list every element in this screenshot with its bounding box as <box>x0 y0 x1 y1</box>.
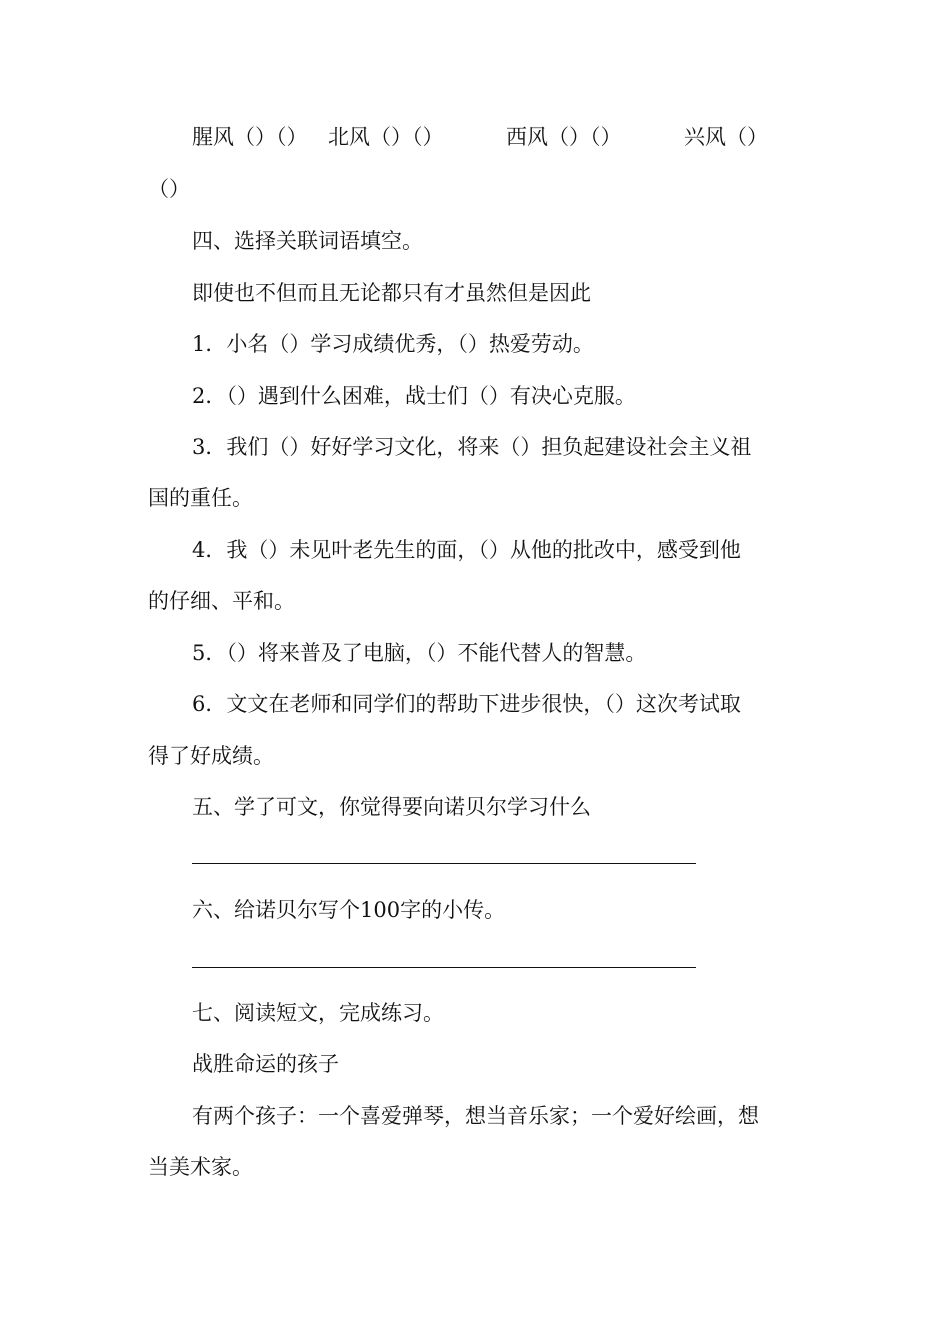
wind-row-wrap: （） <box>148 177 190 201</box>
question-6-line1: 6．文文在老师和同学们的帮助下进步很快，（）这次考试取 <box>192 692 741 716</box>
word-bank: 即使也不但而且无论都只有才虽然但是因此 <box>192 281 591 305</box>
section4-heading: 四、选择关联词语填空。 <box>192 229 423 253</box>
section5-heading: 五、学了可文，你觉得要向诺贝尔学习什么 <box>192 795 591 819</box>
wind-item-1: 腥风（）（） <box>192 125 308 149</box>
passage-paragraph-line1: 有两个孩子：一个喜爱弹琴，想当音乐家；一个爱好绘画，想 <box>192 1104 759 1128</box>
question-2: 2．（）遇到什么困难，战士们（）有决心克服。 <box>192 384 636 408</box>
question-5: 5．（）将来普及了电脑，（）不能代替人的智慧。 <box>192 641 647 665</box>
question-3-line2: 国的重任。 <box>148 486 253 510</box>
question-3-line1: 3．我们（）好好学习文化，将来（）担负起建设社会主义祖 <box>192 435 752 459</box>
section7-heading: 七、阅读短文，完成练习。 <box>192 1001 444 1025</box>
wind-word-row <box>0 122 950 152</box>
wind-item-3: 西风（）（） <box>506 125 622 149</box>
section6-heading: 六、给诺贝尔写个100字的小传。 <box>192 898 506 922</box>
question-4-line1: 4．我（）未见叶老先生的面，（）从他的批改中，感受到他 <box>192 538 741 562</box>
passage-paragraph-line2: 当美术家。 <box>148 1155 253 1179</box>
answer-blank-line <box>192 967 696 968</box>
question-4-line2: 的仔细、平和。 <box>148 589 295 613</box>
question-1: 1．小名（）学习成绩优秀，（）热爱劳动。 <box>192 332 594 356</box>
wind-item-2: 北风（）（） <box>328 125 444 149</box>
answer-blank-line <box>192 863 696 864</box>
wind-item-4: 兴风（） <box>684 125 768 149</box>
question-6-line2: 得了好成绩。 <box>148 744 274 768</box>
passage-title: 战胜命运的孩子 <box>192 1052 339 1076</box>
